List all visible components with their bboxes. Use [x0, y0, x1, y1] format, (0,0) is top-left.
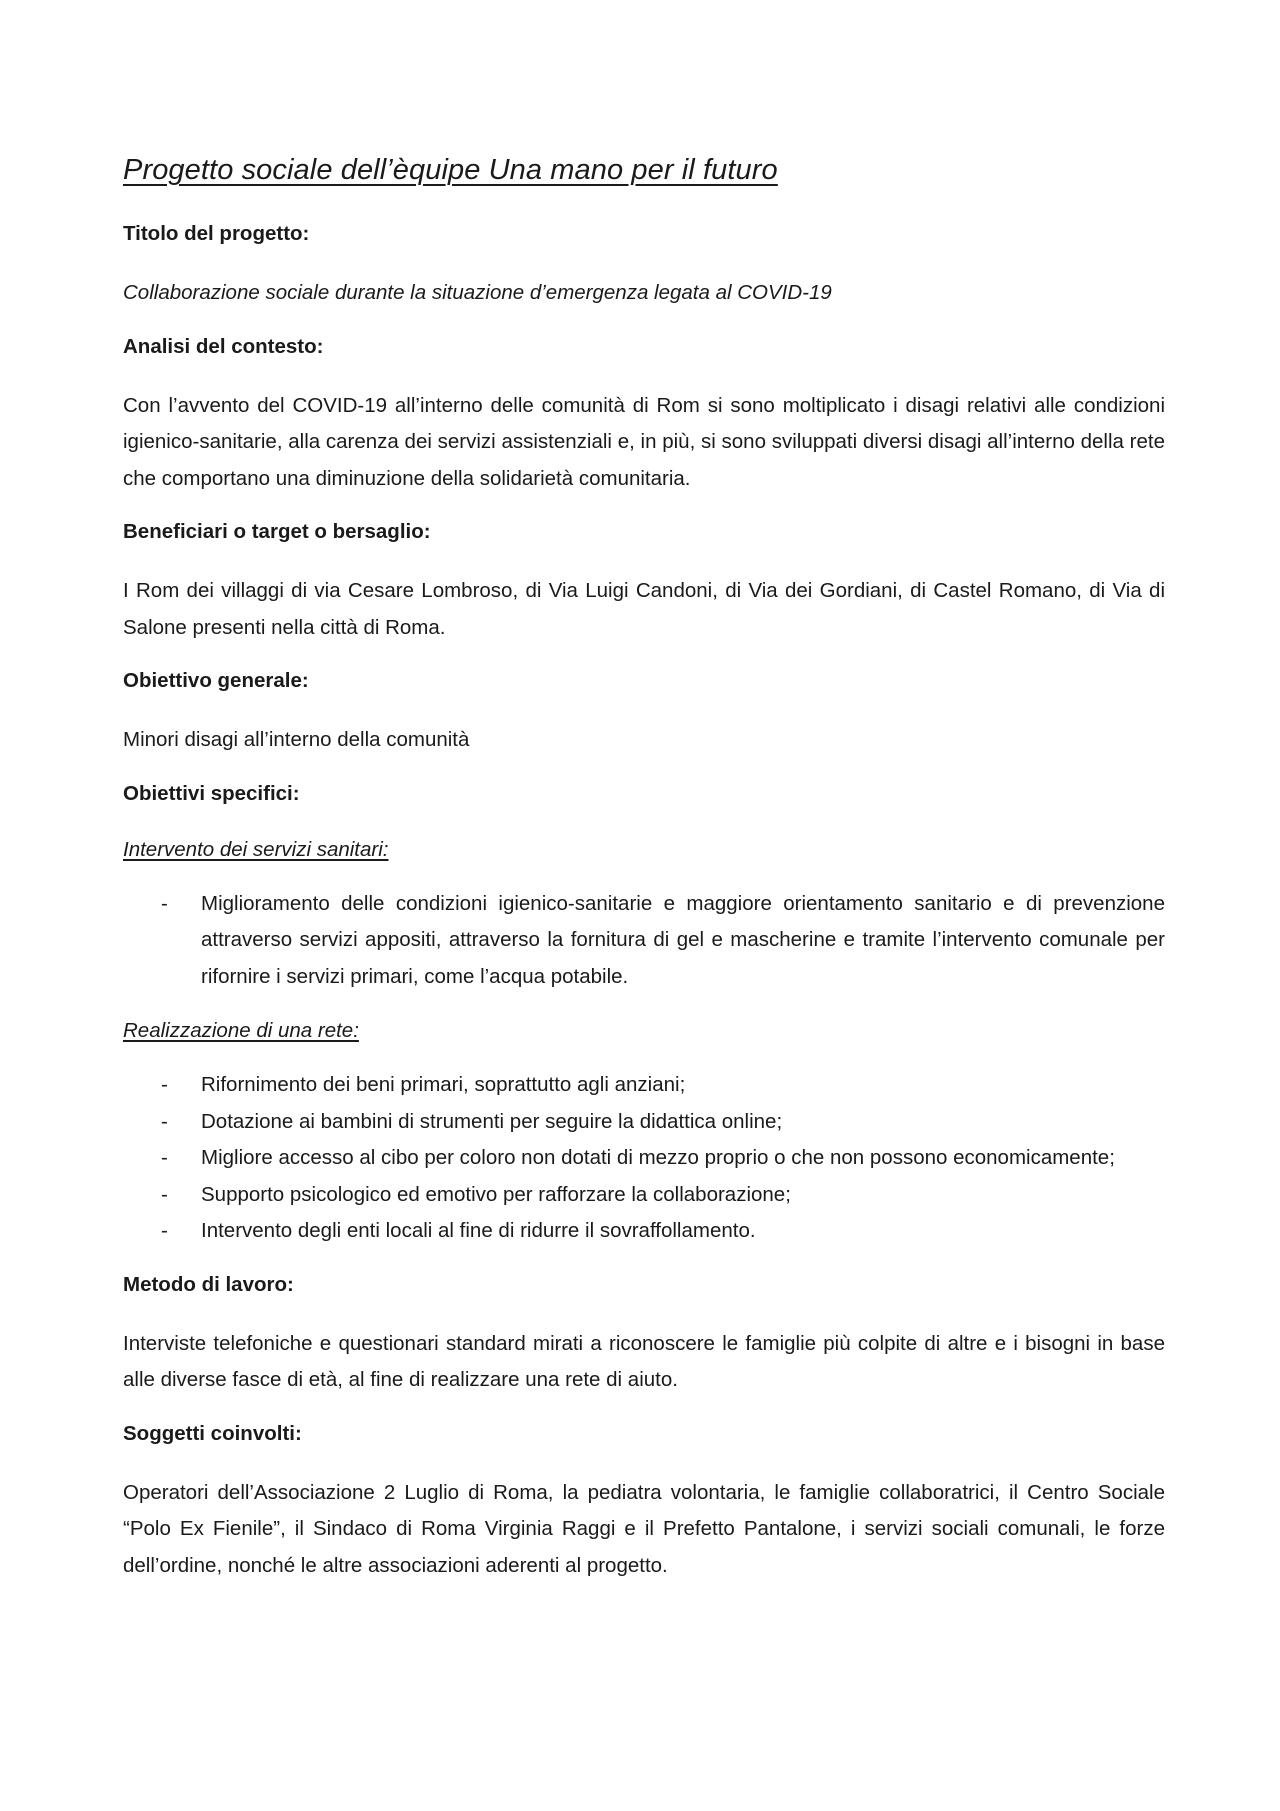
metodo-text: Interviste telefoniche e questionari standard mirati a riconoscere le famiglie più colpite di altre e i bisogni in base alle diverse fasce di età, al fine di realizzare una rete di aiuto.: [123, 1331, 1165, 1391]
bullet-dash: -: [161, 1219, 168, 1242]
document-body: [123, 150, 1165, 1605]
section-heading-metodo: Metodo di lavoro:: [123, 1272, 294, 1296]
section-heading-soggetti: Soggetti coinvolti:: [123, 1421, 302, 1445]
beneficiari-text: I Rom dei villaggi di via Cesare Lombroso, di Via Luigi Candoni, di Via dei Gordiani, di Castel Romano, di Via di Salone presenti nella città di Roma.: [123, 579, 1165, 639]
list-item-text: Intervento degli enti locali al fine di ridurre il sovraffollamento.: [201, 1219, 756, 1242]
subheading-realizzazione-rete: Realizzazione di una rete:: [123, 1019, 359, 1042]
bullet-dash: -: [161, 1109, 168, 1133]
list-item: [123, 1067, 1165, 1104]
bullet-dash: -: [161, 1073, 168, 1096]
section-heading-beneficiari: Beneficiari o target o bersaglio:: [123, 520, 431, 543]
analisi-text: Con l’avvento del COVID-19 all’interno delle comunità di Rom si sono moltiplicato i disagi relativi alle condizioni igienico-sanitarie, alla carenza dei servizi assistenziali e, in più, si sono sviluppati diversi disagi all’interno della rete che comportano una diminuzione della solidarietà comunitaria.: [123, 393, 1165, 490]
list-item-text: Rifornimento dei beni primari, soprattutto agli anziani;: [201, 1073, 686, 1096]
bullet-dash: -: [161, 891, 168, 915]
list-item: [123, 1177, 1165, 1214]
list-item: [123, 1140, 1165, 1177]
list-item-text: Supporto psicologico ed emotivo per rafforzare la collaborazione;: [201, 1182, 791, 1206]
list-item: [123, 1104, 1165, 1141]
document-title: Progetto sociale dell’èquipe Una mano per il futuro: [123, 154, 778, 186]
obiettivo-generale-text: Minori disagi all’interno della comunità: [123, 728, 470, 751]
project-title-text: Collaborazione sociale durante la situazione d’emergenza legata al COVID-19: [123, 281, 832, 304]
list-item: [123, 1213, 1165, 1250]
section-heading-obiettivo-generale: Obiettivo generale:: [123, 669, 309, 692]
list-item-text: Miglioramento delle condizioni igienico-sanitarie e maggiore orientamento sanitario e di prevenzione attraverso servizi appositi, attraverso la fornitura di gel e mascherine e tramite l’intervento comunale per rifornire i servizi primari, come l’acqua potabile.: [201, 891, 1165, 988]
soggetti-text: Operatori dell’Associazione 2 Luglio di Roma, la pediatra volontaria, le famiglie collaboratrici, il Centro Sociale “Polo Ex Fienile”, il Sindaco di Roma Virginia Raggi e il Prefetto Pantalone, i servizi sociali comunali, le forze dell’ordine, nonché le altre associazioni aderenti al progetto.: [123, 1480, 1165, 1577]
section-heading-analisi: Analisi del contesto:: [123, 334, 324, 358]
list-item-text: Dotazione ai bambini di strumenti per seguire la didattica online;: [201, 1109, 783, 1133]
subheading-servizi-sanitari: Intervento dei servizi sanitari:: [123, 837, 389, 861]
list-item: [123, 886, 1165, 996]
section-heading-titolo: Titolo del progetto:: [123, 222, 310, 245]
list-item-text: Migliore accesso al cibo per coloro non dotati di mezzo proprio o che non possono economicamente;: [201, 1146, 1115, 1169]
bullet-list-sanitari: [123, 886, 1165, 996]
section-heading-obiettivi-specifici: Obiettivi specifici:: [123, 781, 300, 805]
bullet-list-rete: [123, 1067, 1165, 1250]
bullet-dash: -: [161, 1146, 168, 1169]
bullet-dash: -: [161, 1182, 168, 1206]
